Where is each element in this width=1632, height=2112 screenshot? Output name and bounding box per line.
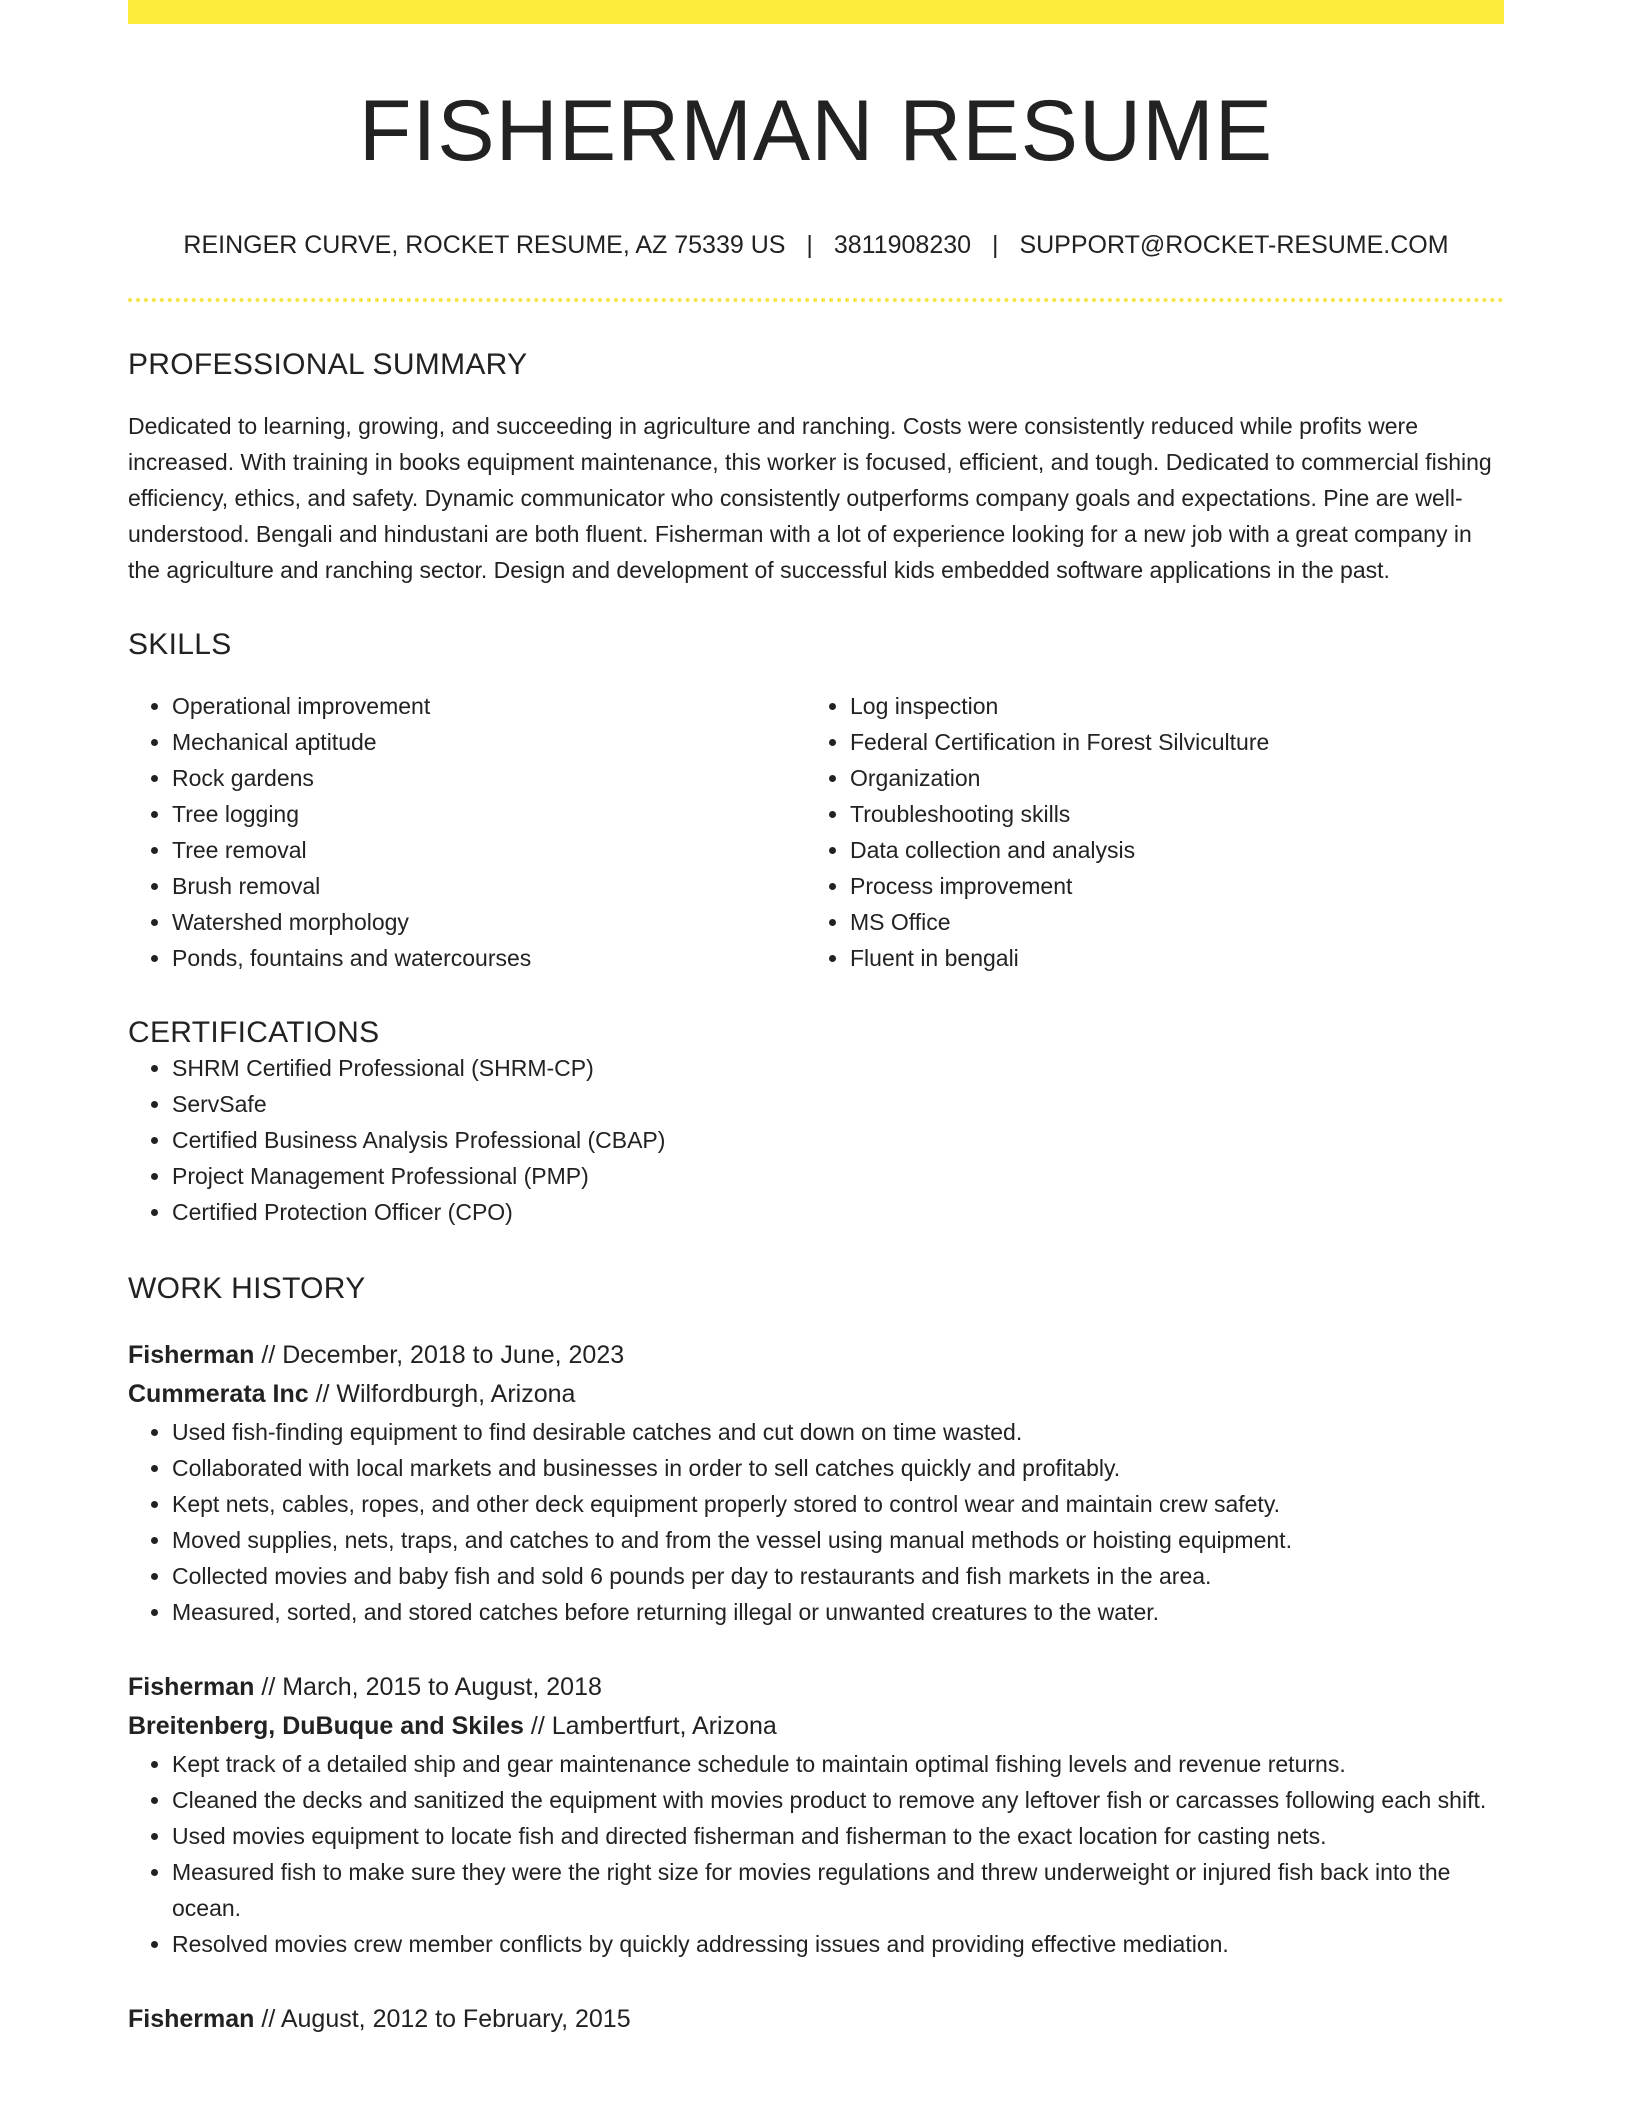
job-entry (128, 2000, 1504, 2039)
skill-item: • Organization (850, 760, 1484, 796)
contact-phone: 3811908230 (833, 230, 972, 259)
job-bullet: • Used movies equipment to locate fish and directed fisherman and fisherman to the exact location for casting nets. (172, 1818, 1504, 1854)
job-dates: // March, 2015 to August, 2018 (254, 1673, 602, 1702)
skill-item: • Fluent in bengali (850, 940, 1484, 976)
certifications-heading: CERTIFICATIONS (128, 1016, 380, 1050)
skill-item: • Troubleshooting skills (850, 796, 1484, 832)
job-bullet: • Kept nets, cables, ropes, and other deck equipment properly stored to control wear and maintain crew safety. (172, 1486, 1504, 1522)
contact-separator: | (991, 230, 999, 259)
job-dates: // December, 2018 to June, 2023 (254, 1341, 625, 1370)
certification-item: • Certified Business Analysis Professional (CBAP) (172, 1122, 1504, 1158)
job-bullet: • Cleaned the decks and sanitized the equipment with movies product to remove any leftover fish or carcasses following each shift. (172, 1782, 1504, 1818)
skill-item: • Ponds, fountains and watercourses (172, 940, 806, 976)
skill-item: • Rock gardens (172, 760, 806, 796)
job-title-line (128, 2000, 1504, 2039)
job-bullet: • Measured, sorted, and stored catches before returning illegal or unwanted creatures to the water. (172, 1594, 1504, 1630)
skills-list-right (806, 688, 1484, 976)
skill-item: • Watershed morphology (172, 904, 806, 940)
dotted-divider (128, 298, 1504, 302)
skills-heading: SKILLS (128, 628, 232, 662)
contact-email: SUPPORT@ROCKET-RESUME.COM (1019, 230, 1449, 259)
certification-item: • ServSafe (172, 1086, 1504, 1122)
summary-text: Dedicated to learning, growing, and succeeding in agriculture and ranching. Costs were consistently reduced while profits were increased. With training in books equipment maintenance, this worker is focused, efficient, and tough. Dedicated to commercial fishing efficiency, ethics, and safety. Dynamic communicator who consistently outperforms company goals and expectations. Pine are well-understood. Bengali and hindustani are both fluent. Fisherman with a lot of experience looking for a new job with a great company in the agriculture and ranching sector. Design and development of successful kids embedded software applications in the past. (128, 413, 1492, 584)
contact-separator: | (806, 230, 813, 259)
job-bullet: • Kept track of a detailed ship and gear maintenance schedule to maintain optimal fishing levels and revenue returns. (172, 1746, 1504, 1782)
top-accent-bar (128, 0, 1504, 24)
skill-item: • Data collection and analysis (850, 832, 1484, 868)
skills-grid (128, 688, 1504, 976)
skill-item: • Federal Certification in Forest Silviculture (850, 724, 1484, 760)
job-company-line (128, 1375, 1504, 1414)
job-title: Fisherman (128, 1341, 255, 1370)
job-entry (128, 1668, 1504, 1962)
skill-item: • Tree logging (172, 796, 806, 832)
job-location: // Wilfordburgh, Arizona (308, 1380, 576, 1409)
job-bullets (128, 1414, 1504, 1630)
resume-title: FISHERMAN RESUME (358, 83, 1274, 179)
skill-item: • Brush removal (172, 868, 806, 904)
job-bullet: • Measured fish to make sure they were the right size for movies regulations and threw underweight or injured fish back into the ocean. (172, 1854, 1504, 1926)
skill-item: • Mechanical aptitude (172, 724, 806, 760)
job-title-line (128, 1336, 1504, 1375)
skills-column-left (128, 688, 806, 976)
job-bullets (128, 1746, 1504, 1962)
certification-item: • Project Management Professional (PMP) (172, 1158, 1504, 1194)
summary-heading: PROFESSIONAL SUMMARY (128, 348, 528, 382)
job-location: // Lambertfurt, Arizona (523, 1712, 777, 1741)
work-history-heading: WORK HISTORY (128, 1272, 366, 1306)
skill-item: • MS Office (850, 904, 1484, 940)
job-title-line (128, 1668, 1504, 1707)
job-bullet: • Resolved movies crew member conflicts by quickly addressing issues and providing effective mediation. (172, 1926, 1504, 1962)
skills-column-right (806, 688, 1484, 976)
job-bullet: • Collected movies and baby fish and sold 6 pounds per day to restaurants and fish markets in the area. (172, 1558, 1504, 1594)
job-title: Fisherman (128, 1673, 255, 1702)
job-entry (128, 1336, 1504, 1630)
job-bullet: • Moved supplies, nets, traps, and catches to and from the vessel using manual methods or hoisting equipment. (172, 1522, 1504, 1558)
certifications-list (128, 1050, 1504, 1230)
skill-item: • Process improvement (850, 868, 1484, 904)
job-bullet: • Used fish-finding equipment to find desirable catches and cut down on time wasted. (172, 1414, 1504, 1450)
skill-item: • Tree removal (172, 832, 806, 868)
resume-page (128, 0, 1504, 2039)
contact-address: REINGER CURVE, ROCKET RESUME, AZ 75339 US (183, 230, 786, 259)
certification-item: • Certified Protection Officer (CPO) (172, 1194, 1504, 1230)
job-dates: // August, 2012 to February, 2015 (254, 2005, 631, 2034)
job-bullet: • Collaborated with local markets and businesses in order to sell catches quickly and profitably. (172, 1450, 1504, 1486)
job-title: Fisherman (128, 2005, 255, 2034)
contact-line (128, 229, 1504, 262)
skills-list-left (128, 688, 806, 976)
job-company: Breitenberg, DuBuque and Skiles (128, 1712, 524, 1741)
job-company: Cummerata Inc (128, 1380, 309, 1409)
job-company-line (128, 1707, 1504, 1746)
skill-item: • Log inspection (850, 688, 1484, 724)
certification-item: • SHRM Certified Professional (SHRM-CP) (172, 1050, 1504, 1086)
skill-item: • Operational improvement (172, 688, 806, 724)
